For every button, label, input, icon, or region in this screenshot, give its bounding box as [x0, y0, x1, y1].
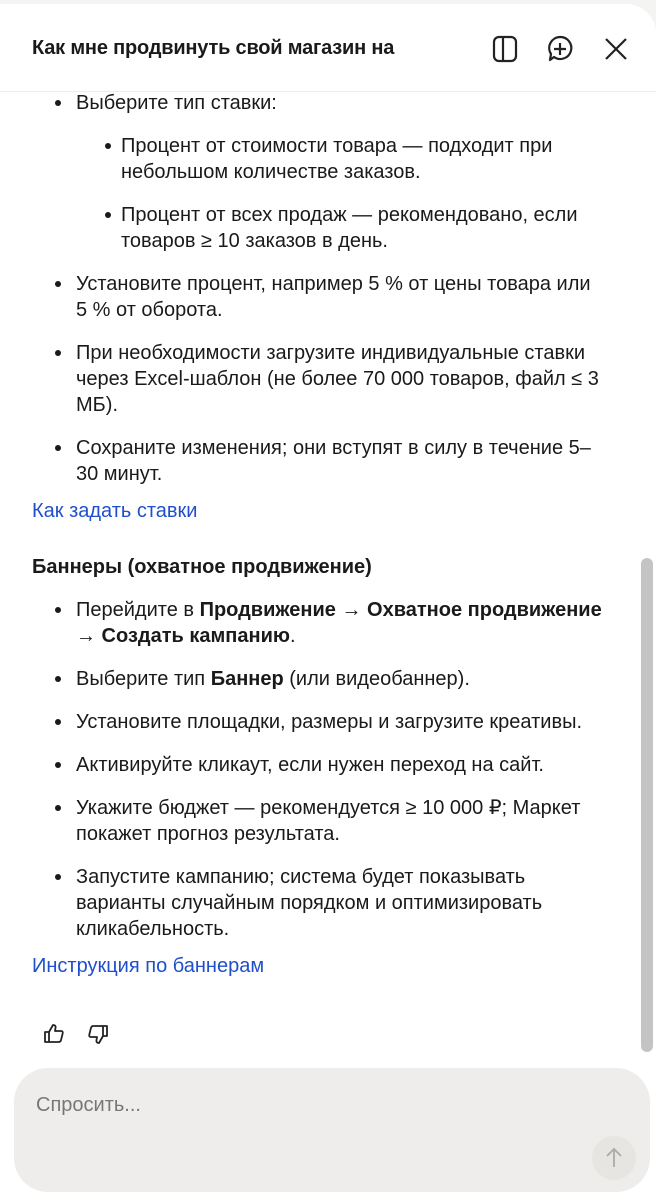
arrow-up-icon — [592, 1136, 636, 1180]
ask-input[interactable] — [14, 1068, 650, 1192]
ask-input-placeholder: Спросить... — [36, 1094, 141, 1116]
rate-type-list — [76, 133, 606, 254]
scrollbar[interactable] — [641, 558, 653, 1052]
banners-heading: Баннеры (охватное продвижение) — [32, 556, 372, 578]
sidebar-toggle-icon[interactable] — [490, 34, 520, 64]
rates-steps — [0, 92, 636, 487]
list-item — [76, 666, 606, 692]
list-item: Процент от стоимости товара — подходит при небольшом количестве заказов. — [121, 133, 606, 185]
chat-message — [0, 92, 636, 1052]
thumbs-up-icon[interactable] — [42, 1022, 66, 1046]
list-item-text: Выберите тип ставки: — [76, 92, 277, 114]
list-item: Запустите кампанию; система будет показывать варианты случайным порядком и оптимизировать кликабельность. — [76, 864, 606, 942]
text: Перейдите в — [76, 599, 200, 621]
list-item: Процент от всех продаж — рекомендовано, если товаров ≥ 10 заказов в день. — [121, 202, 606, 254]
banners-steps — [0, 597, 636, 942]
thumbs-down-icon[interactable] — [86, 1022, 110, 1046]
chat-header — [0, 4, 656, 92]
list-item: Укажите бюджет — рекомендуется ≥ 10 000 ₽; Маркет покажет прогноз результата. — [76, 795, 606, 847]
text: . — [289, 625, 296, 647]
list-item: Сохраните изменения; они вступят в силу в течение 5–30 минут. — [76, 435, 606, 487]
list-item: Установите площадки, размеры и загрузите креативы. — [76, 709, 606, 735]
rates-help-link[interactable]: Как задать ставки — [32, 500, 198, 522]
chat-title: Как мне продвинуть свой магазин на — [32, 37, 395, 59]
list-item: Установите процент, например 5 % от цены товара или 5 % от оборота. — [76, 271, 606, 323]
menu-path: Продвижение → Охватное продвижение → Создать кампанию — [76, 599, 602, 647]
new-chat-icon[interactable] — [545, 34, 575, 64]
text: Выберите тип — [76, 668, 211, 690]
list-item — [76, 597, 606, 649]
list-item — [76, 92, 606, 254]
close-icon[interactable] — [601, 34, 631, 64]
list-item: Активируйте кликаут, если нужен переход на сайт. — [76, 752, 606, 778]
send-button[interactable] — [592, 1136, 636, 1180]
text: (или видеобаннер). — [283, 668, 470, 690]
banners-help-link[interactable]: Инструкция по баннерам — [32, 955, 265, 977]
banner-type: Баннер — [210, 668, 284, 690]
list-item: При необходимости загрузите индивидуальные ставки через Excel‑шаблон (не более 70 000 товаров, файл ≤ 3 МБ). — [76, 340, 606, 418]
